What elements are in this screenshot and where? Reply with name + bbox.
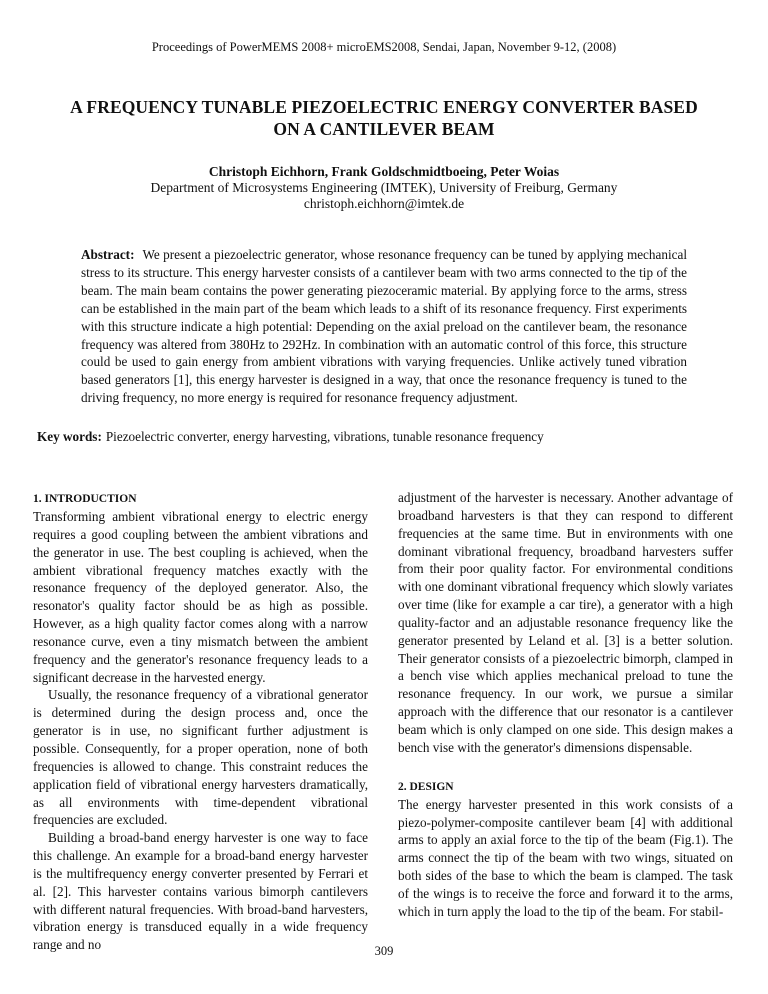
abstract [81,246,687,407]
left-column [33,491,368,954]
abstract-text: We present a piezoelectric generator, whose resonance frequency can be tuned by applying mechanical stress to its structure. This energy harvester consists of a cantilever beam with two arms connected to the tip of the beam. The main beam contains the power generating piezoceramic material. By applying force to the arms, stress can be established in the main part of the beam which leads to a shift of its resonance frequency. First experiments with this structure indicate a high potential: Depending on the axial preload on the cantilever beam, the resonance frequency was altered from 380Hz to 292Hz. In combination with an automatic control of this force, this structure could be used to gain energy from ambient vibrations with varying frequencies. Unlike actively tuned vibration based generators [1], this energy harvester is designed in a way, that once the resonance frequency is tuned to the driving frequency, no more energy is required for resonance frequency adjustment. [81,247,687,406]
section-heading-design: 2. DESIGN [398,780,454,793]
running-header: Proceedings of PowerMEMS 2008+ microEMS2008, Sendai, Japan, November 9-12, (2008) [151,40,617,54]
title-line-2: ON A CANTILEVER BEAM [273,119,495,139]
right-column [398,489,733,921]
intro-paragraph-1: Transforming ambient vibrational energy to electric energy requires a good coupling between the ambient vibrations and the generator in use. The best coupling is achieved, when the ambient vibrational frequency matches exactly with the resonance frequency of the deployed generator. Also, the resonator's quality factor should be as high as possible. However, as a high quality factor comes along with a narrow resonance curve, even a tiny mismatch between the ambient frequency and the generator's resonance frequency leads to a significant decrease in the harvested energy. [33,509,368,685]
intro-paragraph-2: Usually, the resonance frequency of a vibrational generator is determined during the design process and, once the generator is in use, no significant further adjustment is possible. Consequently, for a proper operation, none of both frequencies is allowed to change. This constraint reduces the application field of vibrational energy harvesters dramatically, as all environments with time-dependent vibrational frequencies are excluded. [33,687,368,828]
affiliation: Department of Microsystems Engineering (IMTEK), University of Freiburg, Germany [150,180,618,195]
section-heading-introduction: 1. INTRODUCTION [33,493,137,505]
intro-paragraph-continued: adjustment of the harvester is necessary. Another advantage of broadband harvesters is that they can respond to different frequencies at the same time. But in environments with one dominant vibrational frequency, broadband harvesters suffer from their poor quality factor. For environmental conditions with one dominant vibrational frequency which slowly variates over time (like for example a car tire), a generator with a high quality-factor and an adjustable resonance frequency like the generator presented by Leland et al. [3] is a better solution. Their generator consists of a piezoelectric bimorph, clamped in a bench vise which applies mechanical preload to tune the resonance frequency. In our work, we pursue a similar approach with the difference that our resonator is a cantilever beam which is only clamped on one side. This design makes a bench vise with the generator's dimensions dispensable. [398,490,733,755]
affiliation-block [60,180,708,212]
design-paragraph-1: The energy harvester presented in this work consists of a piezo-polymer-composite cantilever beam [4] with additional arms to apply an axial force to the tip of the beam (Fig.1). The arms connect the tip of the beam with two wings, situated on both sides of the base to which the beam is clamped. The task of the wings is to receive the force and forward it to the arms, which in turn apply the load to the tip of the beam. For stabil- [398,796,733,919]
title-line-1: A FREQUENCY TUNABLE PIEZOELECTRIC ENERGY CONVERTER BASED [70,97,698,117]
keywords-label: Key words: [37,429,102,444]
keywords [37,429,737,445]
keywords-text: Piezoelectric converter, energy harvesting, vibrations, tunable resonance frequency [105,429,544,444]
abstract-label: Abstract: [81,247,135,262]
paper-title [60,96,708,140]
intro-paragraph-3: Building a broad-band energy harvester is one way to face this challenge. An example for a broad-band energy harvester is the multifrequency energy converter presented by Ferrari et al. [2]. This harvester contains various bimorph cantilevers with different natural frequencies. With broad-band harvesters, vibration energy is transduced equally in a wide frequency range and no [33,830,368,953]
email: christoph.eichhorn@imtek.de [303,196,465,211]
author-list: Christoph Eichhorn, Frank Goldschmidtboeing, Peter Woias [208,164,560,179]
page-number: 309 [374,944,394,958]
